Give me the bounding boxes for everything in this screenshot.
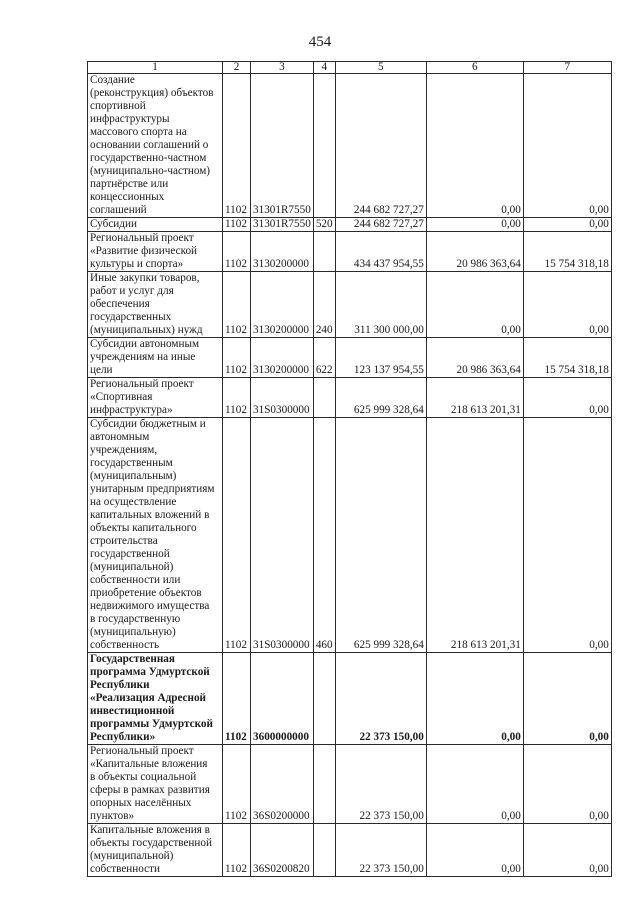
target-article-cell: 36S0200000 — [251, 745, 314, 824]
row-name-line: Республики» — [90, 731, 156, 743]
row-name-line: Региональный проект — [90, 378, 194, 390]
amount-col5-cell: 22 373 150,00 — [335, 824, 426, 877]
table-row — [88, 218, 612, 232]
expense-type-cell — [313, 745, 335, 824]
row-name-line: на осуществление — [90, 496, 177, 508]
row-name-line: строительства — [90, 535, 158, 547]
amount-col6-cell: 0,00 — [426, 653, 523, 745]
row-name-cell — [88, 745, 223, 824]
row-name-line: приобретение объектов — [90, 587, 202, 599]
target-article-cell: 31S0300000 — [251, 418, 314, 653]
amount-col5-cell: 434 437 954,55 — [335, 232, 426, 272]
amount-col6-cell: 0,00 — [426, 272, 523, 338]
row-name-line: «Развитие физической — [90, 245, 198, 257]
section-code-cell: 1102 — [223, 218, 251, 232]
row-name-line: собственность — [90, 639, 160, 651]
row-name-line: (муниципально-частном) — [90, 165, 211, 177]
row-name-line: программы Удмуртской — [90, 718, 213, 730]
row-name-line: культуры и спорта» — [90, 258, 184, 270]
row-name-cell — [88, 272, 223, 338]
expense-type-cell — [313, 824, 335, 877]
section-code-cell: 1102 — [223, 272, 251, 338]
row-name-cell — [88, 378, 223, 418]
row-name-cell — [88, 232, 223, 272]
column-header: 3 — [251, 62, 314, 74]
target-article-cell: 31301R7550 — [251, 218, 314, 232]
amount-col5-cell: 625 999 328,64 — [335, 378, 426, 418]
amount-col7-cell: 0,00 — [523, 218, 611, 232]
row-name-cell — [88, 418, 223, 653]
column-header: 1 — [88, 62, 223, 74]
amount-col7-cell: 15 754 318,18 — [523, 338, 611, 378]
amount-col5-cell: 244 682 727,27 — [335, 218, 426, 232]
column-header: 2 — [223, 62, 251, 74]
row-name-line: (муниципальных) нужд — [90, 324, 203, 336]
table-row — [88, 378, 612, 418]
table-header-row — [88, 62, 612, 74]
row-name-line: «Реализация Адресной — [90, 692, 207, 704]
row-name-line: Региональный проект — [90, 745, 194, 757]
amount-col7-cell: 0,00 — [523, 418, 611, 653]
row-name-line: (муниципальной) — [90, 850, 174, 862]
section-code-cell: 1102 — [223, 418, 251, 653]
row-name-line: в объекты социальной — [90, 771, 197, 783]
section-code-cell: 1102 — [223, 74, 251, 218]
row-name-line: спортивной — [90, 100, 146, 112]
row-name-line: собственности или — [90, 574, 181, 586]
column-header: 7 — [523, 62, 611, 74]
row-name-line: пунктов» — [90, 810, 135, 822]
row-name-line: Субсидии бюджетным и — [90, 418, 206, 430]
amount-col5-cell: 123 137 954,55 — [335, 338, 426, 378]
section-code-cell: 1102 — [223, 378, 251, 418]
row-name-line: (муниципальную) — [90, 626, 176, 638]
row-name-line: сферы в рамках развития — [90, 784, 210, 796]
target-article-cell: 3600000000 — [251, 653, 314, 745]
amount-col6-cell: 218 613 201,31 — [426, 378, 523, 418]
row-name-line: недвижимого имущества — [90, 600, 210, 612]
row-name-line: Создание — [90, 74, 135, 86]
row-name-line: унитарным предприятиям — [90, 483, 215, 495]
amount-col6-cell: 0,00 — [426, 824, 523, 877]
target-article-cell: 36S0200820 — [251, 824, 314, 877]
amount-col6-cell: 0,00 — [426, 745, 523, 824]
amount-col5-cell: 244 682 727,27 — [335, 74, 426, 218]
amount-col7-cell: 0,00 — [523, 653, 611, 745]
expense-type-cell — [313, 378, 335, 418]
target-article-cell: 3130200000 — [251, 338, 314, 378]
section-code-cell: 1102 — [223, 824, 251, 877]
row-name-line: (реконструкция) объектов — [90, 87, 214, 99]
table-row — [88, 418, 612, 653]
column-header: 4 — [313, 62, 335, 74]
row-name-line: работ и услуг для — [90, 285, 174, 297]
amount-col5-cell: 625 999 328,64 — [335, 418, 426, 653]
amount-col5-cell: 22 373 150,00 — [335, 745, 426, 824]
row-name-line: опорных населённых — [90, 797, 192, 809]
row-name-line: государственных — [90, 311, 172, 323]
row-name-line: государственной — [90, 548, 170, 560]
amount-col7-cell: 15 754 318,18 — [523, 232, 611, 272]
column-header: 6 — [426, 62, 523, 74]
row-name-line: массового спорта на — [90, 126, 187, 138]
row-name-line: собственности — [90, 863, 160, 875]
target-article-cell: 31S0300000 — [251, 378, 314, 418]
amount-col6-cell: 218 613 201,31 — [426, 418, 523, 653]
expense-type-cell — [313, 74, 335, 218]
amount-col6-cell: 0,00 — [426, 74, 523, 218]
row-name-line: в государственную — [90, 613, 181, 625]
expense-type-cell: 460 — [313, 418, 335, 653]
amount-col6-cell: 0,00 — [426, 218, 523, 232]
table-row — [88, 232, 612, 272]
amount-col6-cell: 20 986 363,64 — [426, 338, 523, 378]
table-row — [88, 338, 612, 378]
expense-type-cell — [313, 232, 335, 272]
page-number: 454 — [308, 34, 332, 50]
row-name-line: учреждениям на иные — [90, 351, 196, 363]
row-name-line: Субсидии автономным — [90, 338, 200, 350]
table-row — [88, 745, 612, 824]
row-name-line: основании соглашений о — [90, 139, 209, 151]
row-name-line: «Спортивная — [90, 391, 153, 403]
row-name-line: Государственная — [90, 653, 175, 665]
expense-type-cell: 622 — [313, 338, 335, 378]
row-name-line: инвестиционной — [90, 705, 175, 717]
section-code-cell: 1102 — [223, 338, 251, 378]
row-name-line: программа Удмуртской — [90, 666, 210, 678]
table-row — [88, 272, 612, 338]
row-name-line: «Капитальные вложения — [90, 758, 208, 770]
amount-col7-cell: 0,00 — [523, 272, 611, 338]
expense-type-cell: 520 — [313, 218, 335, 232]
section-code-cell: 1102 — [223, 653, 251, 745]
row-name-cell — [88, 338, 223, 378]
row-name-line: учреждениям, — [90, 444, 158, 456]
row-name-line: Республики — [90, 679, 150, 691]
table-row — [88, 824, 612, 877]
row-name-line: объекты государственной — [90, 837, 212, 849]
row-name-line: (муниципальным) — [90, 470, 177, 482]
amount-col6-cell: 20 986 363,64 — [426, 232, 523, 272]
row-name-line: соглашений — [90, 204, 147, 216]
row-name-line: цели — [90, 364, 113, 376]
amount-col7-cell: 0,00 — [523, 745, 611, 824]
row-name-line: инфраструктура» — [90, 404, 173, 416]
row-name-line: обеспечения — [90, 298, 150, 310]
row-name-line: капитальных вложений в — [90, 509, 210, 521]
table-row — [88, 653, 612, 745]
row-name-line: автономным — [90, 431, 150, 443]
row-name-line: Иные закупки товаров, — [90, 272, 200, 284]
row-name-line: Субсидии — [90, 218, 137, 230]
row-name-cell — [88, 824, 223, 877]
expense-type-cell — [313, 653, 335, 745]
section-code-cell: 1102 — [223, 232, 251, 272]
row-name-line: инфраструктуры — [90, 113, 170, 125]
amount-col5-cell: 22 373 150,00 — [335, 653, 426, 745]
amount-col7-cell: 0,00 — [523, 74, 611, 218]
row-name-line: Региональный проект — [90, 232, 194, 244]
row-name-cell — [88, 218, 223, 232]
table-row — [88, 74, 612, 218]
row-name-line: объекты капитального — [90, 522, 197, 534]
row-name-cell — [88, 653, 223, 745]
row-name-line: концессионных — [90, 191, 165, 203]
target-article-cell: 31301R7550 — [251, 74, 314, 218]
row-name-line: (муниципальной) — [90, 561, 174, 573]
expense-type-cell: 240 — [313, 272, 335, 338]
section-code-cell: 1102 — [223, 745, 251, 824]
amount-col5-cell: 311 300 000,00 — [335, 272, 426, 338]
budget-table — [87, 61, 612, 877]
target-article-cell: 3130200000 — [251, 232, 314, 272]
amount-col7-cell: 0,00 — [523, 378, 611, 418]
row-name-line: партнёрстве или — [90, 178, 169, 190]
row-name-line: Капитальные вложения в — [90, 824, 210, 836]
row-name-cell — [88, 74, 223, 218]
row-name-line: государственным — [90, 457, 173, 469]
amount-col7-cell: 0,00 — [523, 824, 611, 877]
target-article-cell: 3130200000 — [251, 272, 314, 338]
row-name-line: государственно-частном — [90, 152, 207, 164]
column-header: 5 — [335, 62, 426, 74]
